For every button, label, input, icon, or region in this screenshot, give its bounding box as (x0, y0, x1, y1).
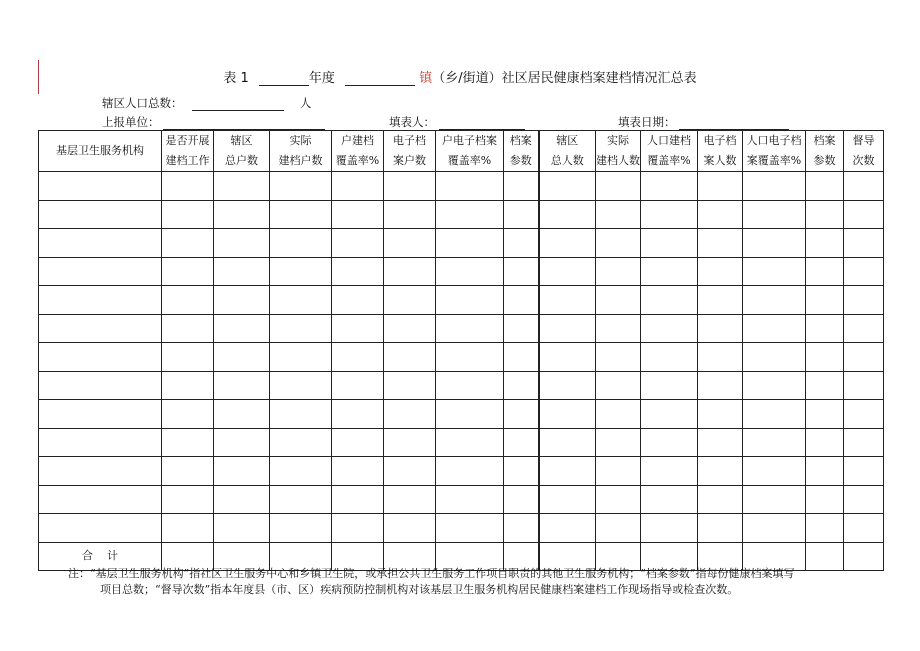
table-cell[interactable] (270, 257, 332, 286)
table-cell[interactable] (436, 200, 504, 229)
column-header-line2: 建档工作 (165, 154, 210, 167)
table-cell[interactable] (698, 200, 743, 229)
table-cell[interactable] (596, 200, 641, 229)
table-cell[interactable] (743, 200, 806, 229)
table-cell[interactable] (596, 286, 641, 315)
table-cell[interactable] (539, 229, 596, 258)
table-cell[interactable] (504, 400, 539, 429)
table-cell[interactable] (806, 200, 844, 229)
table-cell[interactable] (641, 371, 698, 400)
table-cell[interactable] (641, 514, 698, 543)
footnote (68, 566, 858, 598)
reporting-unit-label: 上报单位： (102, 115, 160, 129)
table-cell[interactable] (743, 257, 806, 286)
table-cell[interactable] (332, 286, 384, 315)
table-cell[interactable] (641, 172, 698, 201)
column-header (270, 131, 332, 172)
column-header-line2: 案人数 (703, 154, 737, 167)
table-cell[interactable] (384, 314, 436, 343)
column-header (844, 131, 884, 172)
table-cell[interactable] (214, 314, 270, 343)
table-cell[interactable] (743, 286, 806, 315)
year-blank[interactable] (259, 71, 309, 86)
column-header (806, 131, 844, 172)
table-row (39, 371, 884, 400)
table-cell[interactable] (436, 257, 504, 286)
table-cell[interactable] (162, 200, 214, 229)
table-cell[interactable] (436, 400, 504, 429)
table-cell[interactable] (641, 400, 698, 429)
table-cell[interactable] (436, 457, 504, 486)
table-cell[interactable] (504, 428, 539, 457)
table-cell[interactable] (539, 314, 596, 343)
footnote-line-2: 项目总数；“督导次数”指本年度县（市、区）疾病预防控制机构对该基层卫生服务机构居民健康档案建档工作现场指导或检查次数。 (100, 583, 739, 596)
table-cell[interactable] (743, 314, 806, 343)
table-cell[interactable] (332, 400, 384, 429)
table-cell[interactable] (436, 485, 504, 514)
column-header (162, 131, 214, 172)
column-header (641, 131, 698, 172)
table-cell[interactable] (743, 172, 806, 201)
table-cell[interactable] (641, 314, 698, 343)
table-cell[interactable] (39, 428, 162, 457)
table-row (39, 286, 884, 315)
table-cell[interactable] (641, 343, 698, 372)
table-cell[interactable] (436, 314, 504, 343)
table-cell[interactable] (504, 343, 539, 372)
column-header (39, 131, 162, 172)
table-row (39, 229, 884, 258)
table-cell[interactable] (806, 314, 844, 343)
table-cell[interactable] (162, 229, 214, 258)
footnote-line-1: 注：“基层卫生服务机构”指社区卫生服务中心和乡镇卫生院，或承担公共卫生服务工作项目职责的其他卫生服务机构；“档案参数”指每份健康档案填写 (68, 567, 795, 580)
table-cell[interactable] (270, 371, 332, 400)
table-cell[interactable] (743, 428, 806, 457)
table-cell[interactable] (641, 200, 698, 229)
column-header-line2: 案户数 (393, 154, 426, 167)
table-cell[interactable] (806, 514, 844, 543)
table-cell[interactable] (332, 200, 384, 229)
column-header-line2: 次数 (852, 154, 875, 167)
table-cell[interactable] (539, 172, 596, 201)
column-header-line2: 覆盖率% (335, 154, 380, 167)
table-cell[interactable] (162, 371, 214, 400)
column-header (596, 131, 641, 172)
column-header-line1: 电子档 (393, 134, 426, 147)
population-unit: 人 (299, 96, 312, 110)
title-rest: （乡/街道）社区居民健康档案建档情况汇总表 (432, 71, 697, 86)
column-header-line1: 户电子档案 (442, 134, 497, 147)
table-cell[interactable] (504, 514, 539, 543)
table-cell[interactable] (332, 514, 384, 543)
table-cell[interactable] (844, 371, 884, 400)
table-cell[interactable] (39, 286, 162, 315)
column-header (539, 131, 596, 172)
table-cell[interactable] (641, 428, 698, 457)
table-cell[interactable] (844, 343, 884, 372)
table-cell[interactable] (332, 371, 384, 400)
table-cell[interactable] (332, 428, 384, 457)
table-cell[interactable] (39, 314, 162, 343)
table-cell[interactable] (384, 514, 436, 543)
table-cell[interactable] (698, 514, 743, 543)
table-cell[interactable] (39, 371, 162, 400)
column-header-line2: 建档户数 (278, 154, 323, 167)
table-cell[interactable] (698, 485, 743, 514)
table-cell[interactable] (539, 485, 596, 514)
table-cell[interactable] (270, 314, 332, 343)
table-row (39, 485, 884, 514)
table-cell[interactable] (641, 457, 698, 486)
table-cell[interactable] (844, 286, 884, 315)
table-cell[interactable] (332, 172, 384, 201)
column-header-line2: 覆盖率% (647, 154, 691, 167)
table-row (39, 400, 884, 429)
table-cell[interactable] (504, 371, 539, 400)
table-cell[interactable] (596, 314, 641, 343)
column-header-line1: 电子档 (703, 134, 737, 147)
table-cell[interactable] (39, 343, 162, 372)
column-header (504, 131, 539, 172)
table-cell[interactable] (806, 172, 844, 201)
table-cell[interactable] (162, 457, 214, 486)
table-cell[interactable] (698, 371, 743, 400)
table-cell[interactable] (596, 400, 641, 429)
column-header-line1: 辖区 (230, 134, 253, 147)
table-cell[interactable] (384, 172, 436, 201)
table-cell[interactable] (844, 257, 884, 286)
table-cell[interactable] (504, 229, 539, 258)
table-cell[interactable] (270, 457, 332, 486)
table-cell[interactable] (698, 428, 743, 457)
table-cell[interactable] (504, 257, 539, 286)
table-cell[interactable] (332, 314, 384, 343)
table-cell[interactable] (214, 514, 270, 543)
column-header (698, 131, 743, 172)
population-row (102, 95, 311, 111)
title-prefix: 表 1 (223, 71, 249, 86)
table-cell[interactable] (162, 286, 214, 315)
table-cell[interactable] (39, 200, 162, 229)
table-cell[interactable] (162, 343, 214, 372)
table-cell[interactable] (39, 485, 162, 514)
date-label: 填表日期： (618, 115, 676, 129)
table-cell[interactable] (214, 400, 270, 429)
table-cell[interactable] (806, 229, 844, 258)
table-cell[interactable] (698, 457, 743, 486)
column-header-line1: 基层卫生服务机构 (56, 144, 144, 157)
table-cell[interactable] (844, 514, 884, 543)
table-cell[interactable] (743, 343, 806, 372)
form-title (0, 67, 920, 86)
table-cell[interactable] (214, 257, 270, 286)
table-cell[interactable] (806, 257, 844, 286)
table-cell[interactable] (162, 172, 214, 201)
table-cell[interactable] (539, 457, 596, 486)
column-header-line1: 档案 (509, 134, 532, 147)
table-cell[interactable] (844, 200, 884, 229)
table-cell[interactable] (806, 428, 844, 457)
reporting-unit-field[interactable] (163, 117, 325, 130)
column-header-line1: 人口建档 (647, 134, 691, 147)
table-cell[interactable] (596, 514, 641, 543)
table-cell[interactable] (332, 257, 384, 286)
table-cell[interactable] (436, 172, 504, 201)
total-label: 合 计 (39, 542, 162, 571)
table-cell[interactable] (596, 257, 641, 286)
table-cell[interactable] (504, 457, 539, 486)
population-label: 辖区人口总数： (102, 96, 183, 110)
table-cell[interactable] (39, 257, 162, 286)
column-header-line2: 参数 (509, 154, 532, 167)
table-row (39, 428, 884, 457)
table-cell[interactable] (504, 200, 539, 229)
table-cell[interactable] (270, 172, 332, 201)
unit-row (102, 114, 325, 130)
table-cell[interactable] (596, 428, 641, 457)
table-cell[interactable] (436, 229, 504, 258)
column-header-line1: 户建档 (341, 134, 374, 147)
column-header-line1: 辖区 (556, 134, 579, 147)
table-row (39, 172, 884, 201)
table-row (39, 257, 884, 286)
table-cell[interactable] (270, 343, 332, 372)
table-cell[interactable] (384, 485, 436, 514)
table-cell[interactable] (39, 172, 162, 201)
table-cell[interactable] (214, 485, 270, 514)
table-cell[interactable] (698, 229, 743, 258)
table-cell[interactable] (539, 286, 596, 315)
column-header (214, 131, 270, 172)
table-cell[interactable] (539, 428, 596, 457)
title-year-suffix: 年度 (308, 71, 335, 86)
column-header-line1: 人口电子档 (746, 134, 802, 147)
table-cell[interactable] (436, 286, 504, 315)
table-cell[interactable] (214, 200, 270, 229)
table-cell[interactable] (270, 514, 332, 543)
table-cell[interactable] (641, 485, 698, 514)
table-row (39, 343, 884, 372)
table-cell[interactable] (214, 229, 270, 258)
table-cell[interactable] (698, 400, 743, 429)
table-cell[interactable] (39, 400, 162, 429)
filler-label: 填表人： (389, 115, 435, 129)
table-cell[interactable] (384, 286, 436, 315)
table-cell[interactable] (270, 485, 332, 514)
table-cell[interactable] (698, 257, 743, 286)
table-cell[interactable] (270, 286, 332, 315)
table-cell[interactable] (596, 457, 641, 486)
population-field[interactable] (192, 98, 284, 111)
table-cell[interactable] (162, 485, 214, 514)
table-cell[interactable] (743, 485, 806, 514)
column-header-line2: 建档人数 (596, 154, 640, 167)
table-cell[interactable] (596, 485, 641, 514)
table-cell[interactable] (596, 229, 641, 258)
header-row (39, 131, 884, 172)
table-cell[interactable] (214, 286, 270, 315)
table-body (39, 172, 884, 571)
table-cell[interactable] (844, 229, 884, 258)
table-cell[interactable] (270, 428, 332, 457)
column-header (743, 131, 806, 172)
table-cell[interactable] (641, 286, 698, 315)
table-cell[interactable] (162, 257, 214, 286)
table-cell[interactable] (214, 172, 270, 201)
column-header-line1: 档案 (813, 134, 836, 147)
table-cell[interactable] (504, 286, 539, 315)
table-cell[interactable] (539, 343, 596, 372)
table-cell[interactable] (270, 229, 332, 258)
table-cell[interactable] (743, 400, 806, 429)
table-cell[interactable] (806, 485, 844, 514)
table-cell[interactable] (844, 485, 884, 514)
table-cell[interactable] (214, 457, 270, 486)
table-cell[interactable] (39, 229, 162, 258)
column-header-line2: 参数 (813, 154, 836, 167)
table-cell[interactable] (539, 400, 596, 429)
table-cell[interactable] (504, 314, 539, 343)
table-cell[interactable] (698, 314, 743, 343)
summary-table (38, 130, 884, 571)
table-cell[interactable] (844, 172, 884, 201)
table-cell[interactable] (844, 400, 884, 429)
table-cell[interactable] (743, 229, 806, 258)
date-field[interactable] (679, 117, 789, 130)
table-cell[interactable] (162, 400, 214, 429)
table-cell[interactable] (436, 371, 504, 400)
table-cell[interactable] (806, 343, 844, 372)
table-cell[interactable] (698, 343, 743, 372)
town-blank[interactable] (345, 71, 415, 86)
table-cell[interactable] (332, 343, 384, 372)
table-cell[interactable] (539, 371, 596, 400)
column-header-line1: 是否开展 (165, 134, 210, 147)
table-cell[interactable] (214, 343, 270, 372)
column-header (332, 131, 384, 172)
table-cell[interactable] (596, 371, 641, 400)
column-header-line1: 督导 (852, 134, 875, 147)
table-cell[interactable] (539, 200, 596, 229)
table-cell[interactable] (384, 457, 436, 486)
table-cell[interactable] (504, 172, 539, 201)
table-cell[interactable] (384, 200, 436, 229)
table-cell[interactable] (844, 428, 884, 457)
table-cell[interactable] (332, 485, 384, 514)
table-cell[interactable] (270, 200, 332, 229)
table-cell[interactable] (844, 457, 884, 486)
column-header-line1: 实际 (289, 134, 312, 147)
table-cell[interactable] (39, 457, 162, 486)
table-cell[interactable] (806, 371, 844, 400)
table-cell[interactable] (743, 457, 806, 486)
table-cell[interactable] (698, 172, 743, 201)
column-header-line2: 覆盖率% (447, 154, 492, 167)
table-cell[interactable] (162, 314, 214, 343)
table-cell[interactable] (504, 485, 539, 514)
table-cell[interactable] (436, 428, 504, 457)
table-cell[interactable] (39, 514, 162, 543)
table-cell[interactable] (162, 514, 214, 543)
table-cell[interactable] (596, 172, 641, 201)
table-cell[interactable] (332, 229, 384, 258)
table-cell[interactable] (384, 343, 436, 372)
table-cell[interactable] (162, 428, 214, 457)
table-cell[interactable] (332, 457, 384, 486)
table-cell[interactable] (214, 428, 270, 457)
table-cell[interactable] (806, 286, 844, 315)
table-cell[interactable] (270, 400, 332, 429)
table-row (39, 457, 884, 486)
title-town: 镇 (419, 71, 433, 86)
table-cell[interactable] (384, 428, 436, 457)
column-header-line1: 实际 (607, 134, 629, 147)
table-row (39, 514, 884, 543)
column-header (436, 131, 504, 172)
column-header-line2: 总人数 (550, 154, 584, 167)
table-cell[interactable] (436, 514, 504, 543)
table-cell[interactable] (806, 457, 844, 486)
table-cell[interactable] (384, 229, 436, 258)
table-row (39, 314, 884, 343)
table-cell[interactable] (641, 229, 698, 258)
table-cell[interactable] (641, 257, 698, 286)
table-cell[interactable] (436, 343, 504, 372)
table-cell[interactable] (743, 371, 806, 400)
table-cell[interactable] (806, 400, 844, 429)
filler-field[interactable] (439, 117, 525, 130)
table-cell[interactable] (743, 514, 806, 543)
table-cell[interactable] (539, 257, 596, 286)
table-cell[interactable] (698, 286, 743, 315)
table-row (39, 200, 884, 229)
column-header-line2: 总户数 (225, 154, 258, 167)
table-cell[interactable] (844, 314, 884, 343)
table-cell[interactable] (384, 257, 436, 286)
column-header (384, 131, 436, 172)
table-cell[interactable] (384, 400, 436, 429)
column-header-line2: 案覆盖率% (746, 154, 802, 167)
date-row (618, 114, 789, 130)
filler-row (389, 114, 525, 130)
table-cell[interactable] (539, 514, 596, 543)
table-cell[interactable] (214, 371, 270, 400)
table-cell[interactable] (384, 371, 436, 400)
table-cell[interactable] (596, 343, 641, 372)
